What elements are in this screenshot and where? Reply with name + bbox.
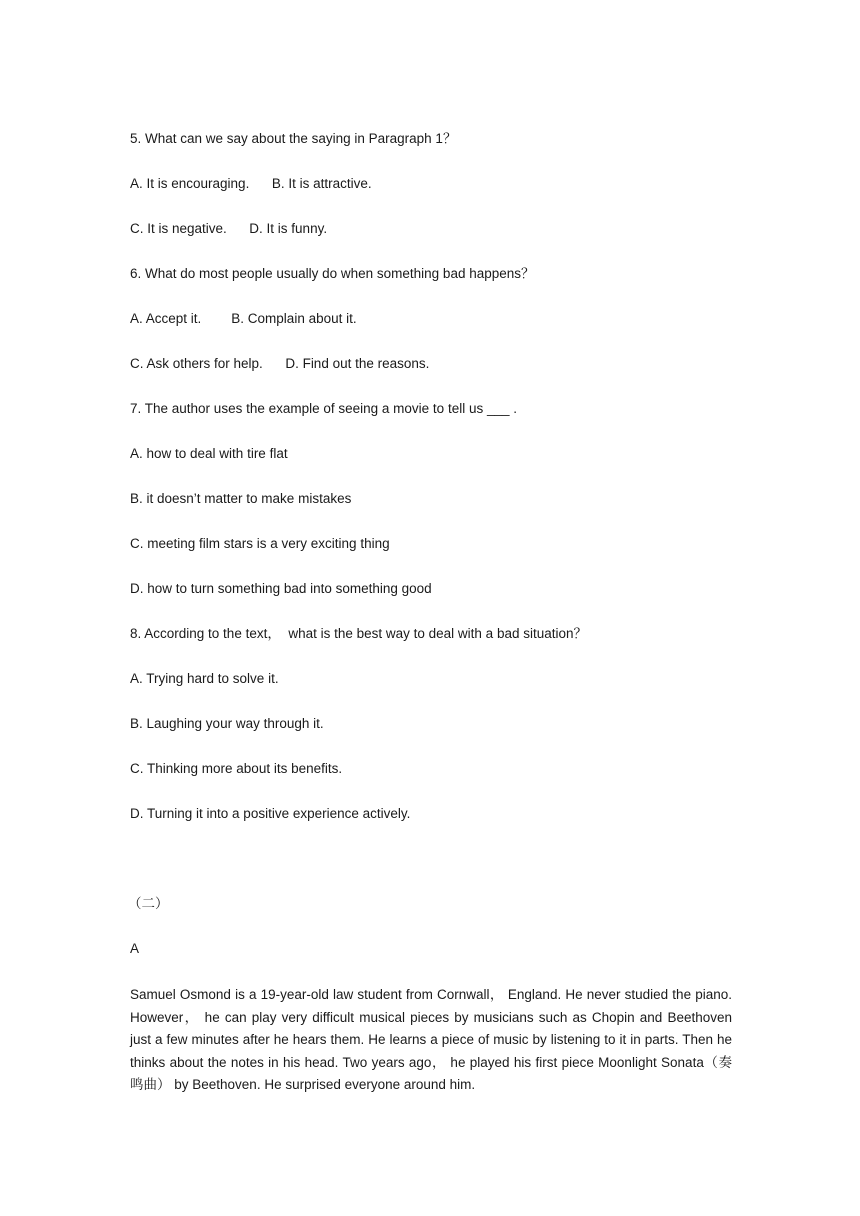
question-8-option-c: C. Thinking more about its benefits. — [130, 761, 343, 776]
question-8-option-b: B. Laughing your way through it. — [130, 716, 324, 731]
question-7-option-c: C. meeting film stars is a very exciting thing — [130, 536, 390, 551]
question-7-option-d: D. how to turn something bad into something good — [130, 581, 432, 596]
question-8-stem: 8. According to the text， what is the best way to deal with a bad situation？ — [130, 626, 588, 641]
question-5-stem: 5. What can we say about the saying in Paragraph 1？ — [130, 131, 457, 146]
question-7-stem: 7. The author uses the example of seeing a movie to tell us ___ . — [130, 401, 517, 416]
section-part-label: A — [130, 941, 140, 956]
question-7-option-b: B. it doesn’t matter to make mistakes — [130, 491, 352, 506]
reading-passage: Samuel Osmond is a 19-year-old law student from Cornwall， England. He never studied the piano. However， he can play very difficult musical pieces by musicians such as Chopin and Beethoven just a few minutes after he hears them. He learns a piece of music by listening to it in parts. Then he thinks about the notes in his head. Two years ago， he played his first piece Moonlight Sonata（奏鸣曲） by Beethoven. He surprised everyone around him. — [130, 987, 732, 1092]
question-5-options-row-1: A. It is encouraging. B. It is attractive. — [130, 176, 372, 191]
question-6-stem: 6. What do most people usually do when something bad happens？ — [130, 266, 535, 281]
question-6-options-row-1: A. Accept it. B. Complain about it. — [130, 311, 357, 326]
question-8-option-a: A. Trying hard to solve it. — [130, 671, 279, 686]
section-heading: （二） — [128, 896, 169, 911]
question-6-options-row-2: C. Ask others for help. D. Find out the reasons. — [130, 356, 430, 371]
question-5-options-row-2: C. It is negative. D. It is funny. — [130, 221, 328, 236]
question-8-option-d: D. Turning it into a positive experience actively. — [130, 806, 411, 821]
question-7-option-a: A. how to deal with tire flat — [130, 446, 288, 461]
